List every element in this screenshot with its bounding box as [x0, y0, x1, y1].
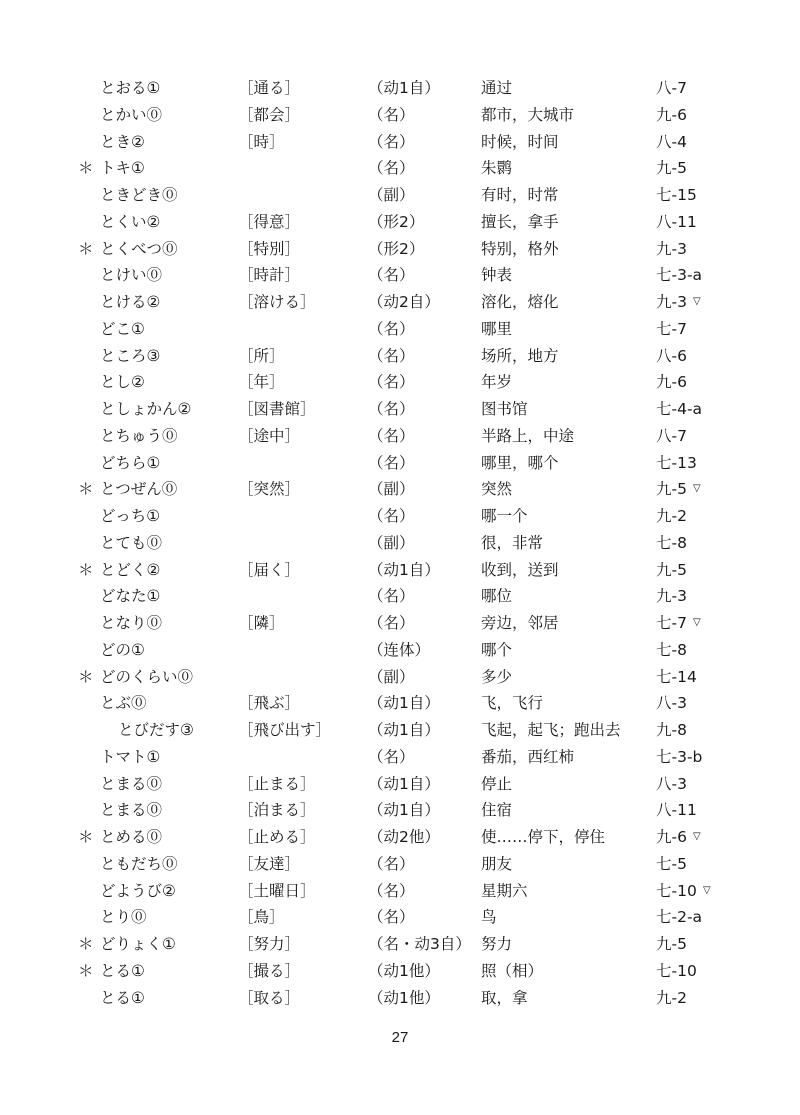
entry-kanji: ［隣］	[238, 614, 285, 632]
glossary-entry	[0, 958, 800, 985]
entry-lesson: 八-6	[656, 346, 687, 365]
glossary-entry	[0, 797, 800, 824]
entry-meaning: 哪个	[481, 640, 513, 659]
entry-meaning: 旁边，邻居	[481, 614, 559, 632]
entry-part-of-speech: （副）	[368, 667, 415, 686]
entry-word: とくべつ⓪	[100, 239, 178, 258]
entry-kanji: ［通る］	[238, 79, 301, 97]
triangle-marker-icon: ▽	[703, 884, 711, 896]
entry-kanji: ［突然］	[238, 480, 301, 499]
triangle-marker-icon: ▽	[693, 296, 701, 307]
entry-mark: ＊	[78, 961, 94, 980]
entry-word: とつぜん⓪	[100, 480, 178, 499]
entry-kanji: ［途中］	[238, 426, 301, 445]
entry-lesson: 七-3-a	[656, 266, 703, 285]
triangle-marker-icon: ▽	[693, 617, 701, 628]
glossary-entry	[0, 931, 800, 958]
entry-lesson: 八-3	[656, 694, 687, 713]
entry-lesson: 七-8	[656, 533, 687, 552]
entry-word: どなた①	[100, 587, 161, 606]
entry-part-of-speech: （连体）	[368, 640, 431, 659]
entry-part-of-speech: （动1自）	[368, 560, 440, 579]
entry-meaning: 哪一个	[481, 507, 528, 525]
entry-word: どっち①	[100, 507, 161, 525]
entry-lesson: 七-4-a	[656, 400, 703, 418]
glossary-entry	[0, 209, 800, 236]
entry-word: とし②	[100, 373, 145, 392]
entry-part-of-speech: （名）	[368, 132, 415, 151]
entry-word: とおる①	[100, 79, 161, 97]
entry-lesson: 七-3-b	[656, 747, 703, 766]
entry-lesson: 九-6	[656, 373, 687, 392]
entry-kanji: ［鳥］	[238, 908, 285, 927]
glossary-entry	[0, 316, 800, 343]
entry-kanji: ［泊まる］	[238, 801, 316, 820]
glossary-entry	[0, 878, 800, 905]
glossary-entry	[0, 637, 800, 664]
entry-kanji: ［飛ぶ］	[238, 694, 301, 713]
entry-word: どようび②	[100, 881, 176, 900]
entry-lesson: 八-11	[656, 801, 697, 820]
entry-word: とる①	[100, 988, 145, 1007]
entry-word: とても⓪	[100, 533, 163, 552]
entry-meaning: 照（相）	[481, 961, 544, 980]
entry-part-of-speech: （名）	[368, 854, 415, 873]
entry-meaning: 番茄，西红柿	[481, 747, 575, 766]
entry-part-of-speech: （名）	[368, 373, 415, 392]
entry-word: としょかん②	[100, 400, 192, 418]
entry-lesson: 九-8	[656, 721, 687, 739]
glossary-entry	[0, 102, 800, 129]
entry-word: どの①	[100, 640, 145, 659]
entry-meaning: 哪里	[481, 319, 513, 338]
entry-meaning: 飞起，起飞；跑出去	[481, 721, 621, 739]
entry-lesson: 九-2	[656, 507, 687, 525]
entry-part-of-speech: （名・动3自）	[368, 935, 471, 953]
entry-word: とめる⓪	[100, 828, 163, 846]
entry-meaning: 时候，时间	[481, 132, 559, 151]
entry-word: どりょく①	[100, 935, 176, 953]
entry-meaning: 星期六	[481, 881, 528, 900]
entry-part-of-speech: （动2他）	[368, 828, 440, 846]
glossary-entry	[0, 985, 800, 1012]
entry-meaning: 有时，时常	[481, 186, 559, 204]
glossary-entry	[0, 824, 800, 851]
entry-part-of-speech: （形2）	[368, 212, 425, 231]
entry-meaning: 飞，飞行	[481, 694, 544, 713]
entry-meaning: 溶化，熔化	[481, 293, 559, 311]
glossary-entry	[0, 744, 800, 771]
entry-word: どちら①	[100, 453, 161, 472]
entry-part-of-speech: （名）	[368, 614, 415, 632]
entry-part-of-speech: （动1自）	[368, 721, 440, 739]
entry-part-of-speech: （动1自）	[368, 79, 440, 97]
entry-meaning: 场所，地方	[481, 346, 559, 365]
entry-kanji: ［止まる］	[238, 774, 316, 793]
glossary-entry	[0, 503, 800, 530]
entry-word: トマト①	[100, 747, 161, 766]
entry-lesson: 七-15	[656, 186, 697, 204]
entry-lesson: 九-5	[656, 159, 687, 178]
entry-part-of-speech: （副）	[368, 186, 415, 204]
entry-part-of-speech: （动1他）	[368, 988, 440, 1007]
entry-mark: ＊	[78, 560, 94, 579]
entry-lesson: 七-13	[656, 453, 697, 472]
entry-lesson: 八-3	[656, 774, 687, 793]
glossary-entry	[0, 423, 800, 450]
entry-part-of-speech: （名）	[368, 453, 415, 472]
entry-part-of-speech: （动1自）	[368, 774, 440, 793]
glossary-entry	[0, 262, 800, 289]
entry-part-of-speech: （副）	[368, 533, 415, 552]
entry-kanji: ［年］	[238, 373, 285, 392]
entry-meaning: 取，拿	[481, 988, 528, 1007]
entry-part-of-speech: （动1自）	[368, 801, 440, 820]
entry-lesson: 七-14	[656, 667, 697, 686]
entry-part-of-speech: （名）	[368, 587, 415, 606]
entry-mark: ＊	[78, 239, 94, 258]
entry-meaning: 通过	[481, 79, 513, 97]
entry-lesson: 七-7	[656, 319, 687, 338]
entry-word: とり⓪	[100, 908, 147, 927]
entry-lesson: 九-5	[656, 480, 687, 499]
entry-meaning: 住宿	[481, 801, 513, 820]
entry-lesson: 八-7	[656, 426, 687, 445]
entry-meaning: 钟表	[481, 266, 513, 285]
glossary-entry	[0, 690, 800, 717]
entry-kanji: ［図書館］	[238, 400, 316, 418]
triangle-marker-icon: ▽	[693, 831, 701, 842]
entry-kanji: ［都会］	[238, 105, 301, 124]
glossary-entry	[0, 75, 800, 102]
entry-word: ところ③	[100, 346, 161, 365]
entry-lesson: 七-8	[656, 640, 687, 659]
entry-part-of-speech: （名）	[368, 747, 415, 766]
entry-part-of-speech: （副）	[368, 480, 415, 499]
entry-meaning: 鸟	[481, 908, 497, 927]
glossary-entry	[0, 610, 800, 637]
glossary-entry	[0, 771, 800, 798]
entry-word: ときどき⓪	[100, 186, 178, 204]
entry-part-of-speech: （名）	[368, 400, 415, 418]
glossary-entry	[0, 155, 800, 182]
entry-mark: ＊	[78, 667, 94, 686]
entry-part-of-speech: （动1自）	[368, 694, 440, 713]
entry-lesson: 九-3	[656, 587, 687, 606]
entry-lesson: 七-2-a	[656, 908, 703, 927]
entry-meaning: 哪位	[481, 587, 513, 606]
entry-word: とけい⓪	[100, 266, 163, 285]
entry-kanji: ［届く］	[238, 560, 301, 579]
entry-mark: ＊	[78, 935, 94, 953]
entry-lesson: 九-6	[656, 105, 687, 124]
entry-kanji: ［得意］	[238, 212, 301, 231]
entry-meaning: 半路上，中途	[481, 426, 575, 445]
entry-word: ともだち⓪	[100, 854, 178, 873]
entry-lesson: 七-10	[656, 961, 697, 980]
glossary-entry	[0, 129, 800, 156]
entry-kanji: ［撮る］	[238, 961, 301, 980]
glossary-list	[0, 75, 800, 1011]
glossary-entry	[0, 904, 800, 931]
glossary-entry	[0, 664, 800, 691]
entry-part-of-speech: （动1他）	[368, 961, 440, 980]
entry-kanji: ［土曜日］	[238, 881, 316, 900]
entry-part-of-speech: （名）	[368, 159, 415, 178]
entry-meaning: 年岁	[481, 373, 513, 392]
entry-part-of-speech: （名）	[368, 426, 415, 445]
entry-word: とまる⓪	[100, 774, 163, 793]
entry-lesson: 九-2	[656, 988, 687, 1007]
entry-meaning: 收到，送到	[481, 560, 559, 579]
entry-part-of-speech: （名）	[368, 507, 415, 525]
entry-kanji: ［所］	[238, 346, 285, 365]
glossary-entry	[0, 396, 800, 423]
entry-meaning: 突然	[481, 480, 513, 499]
entry-kanji: ［時］	[238, 132, 285, 151]
entry-kanji: ［取る］	[238, 988, 301, 1007]
entry-part-of-speech: （名）	[368, 908, 415, 927]
entry-word: とき②	[100, 132, 145, 151]
entry-lesson: 九-3	[656, 293, 687, 311]
entry-meaning: 使……停下，停住	[481, 828, 606, 846]
glossary-entry	[0, 717, 800, 744]
entry-word: トキ①	[100, 159, 145, 178]
entry-word: となり⓪	[100, 614, 163, 632]
entry-lesson: 九-5	[656, 935, 687, 953]
entry-mark: ＊	[78, 828, 94, 846]
entry-kanji: ［友達］	[238, 854, 301, 873]
entry-meaning: 图书馆	[481, 400, 528, 418]
entry-lesson: 八-11	[656, 212, 697, 231]
entry-meaning: 多少	[481, 667, 513, 686]
entry-kanji: ［努力］	[238, 935, 301, 953]
page-number: 27	[391, 1029, 409, 1046]
entry-meaning: 都市，大城市	[481, 105, 575, 124]
glossary-entry	[0, 450, 800, 477]
entry-kanji: ［溶ける］	[238, 293, 316, 311]
glossary-entry	[0, 236, 800, 263]
glossary-entry	[0, 289, 800, 316]
entry-part-of-speech: （名）	[368, 319, 415, 338]
glossary-entry	[0, 557, 800, 584]
entry-kanji: ［飛び出す］	[238, 721, 332, 739]
entry-meaning: 朱鹮	[481, 159, 513, 178]
entry-kanji: ［時計］	[238, 266, 301, 285]
entry-word: とくい②	[100, 212, 161, 231]
entry-part-of-speech: （名）	[368, 346, 415, 365]
entry-lesson: 七-5	[656, 854, 687, 873]
entry-word: とちゅう⓪	[100, 426, 178, 445]
entry-kanji: ［止める］	[238, 828, 316, 846]
entry-part-of-speech: （名）	[368, 266, 415, 285]
entry-mark: ＊	[78, 159, 94, 178]
entry-word: どのくらい⓪	[100, 667, 194, 686]
entry-word: とける②	[100, 293, 161, 311]
entry-word: とかい⓪	[100, 105, 163, 124]
entry-lesson: 九-3	[656, 239, 687, 258]
glossary-entry	[0, 369, 800, 396]
entry-mark: ＊	[78, 480, 94, 499]
entry-word: とぶ⓪	[100, 694, 147, 713]
entry-lesson: 九-5	[656, 560, 687, 579]
entry-meaning: 很，非常	[481, 533, 544, 552]
entry-lesson: 九-6	[656, 828, 687, 846]
entry-word: とどく②	[100, 560, 161, 579]
entry-kanji: ［特別］	[238, 239, 301, 258]
entry-meaning: 停止	[481, 774, 513, 793]
triangle-marker-icon: ▽	[693, 483, 701, 495]
entry-lesson: 八-7	[656, 79, 687, 97]
glossary-entry	[0, 530, 800, 557]
glossary-entry	[0, 583, 800, 610]
entry-meaning: 朋友	[481, 854, 513, 873]
entry-meaning: 擅长，拿手	[481, 212, 559, 231]
entry-meaning: 努力	[481, 935, 513, 953]
entry-part-of-speech: （形2）	[368, 239, 425, 258]
entry-word: とまる⓪	[100, 801, 163, 820]
entry-word: どこ①	[100, 319, 145, 338]
entry-word: とる①	[100, 961, 145, 980]
glossary-entry	[0, 851, 800, 878]
entry-meaning: 特别，格外	[481, 239, 559, 258]
entry-part-of-speech: （名）	[368, 881, 415, 900]
entry-lesson: 七-10	[656, 881, 697, 900]
entry-lesson: 八-4	[656, 132, 687, 151]
entry-meaning: 哪里，哪个	[481, 453, 559, 472]
entry-lesson: 七-7	[656, 614, 687, 632]
entry-part-of-speech: （名）	[368, 105, 415, 124]
entry-part-of-speech: （动2自）	[368, 293, 440, 311]
glossary-entry	[0, 476, 800, 503]
glossary-entry	[0, 343, 800, 370]
entry-word: とびだす③	[118, 721, 194, 739]
glossary-entry	[0, 182, 800, 209]
